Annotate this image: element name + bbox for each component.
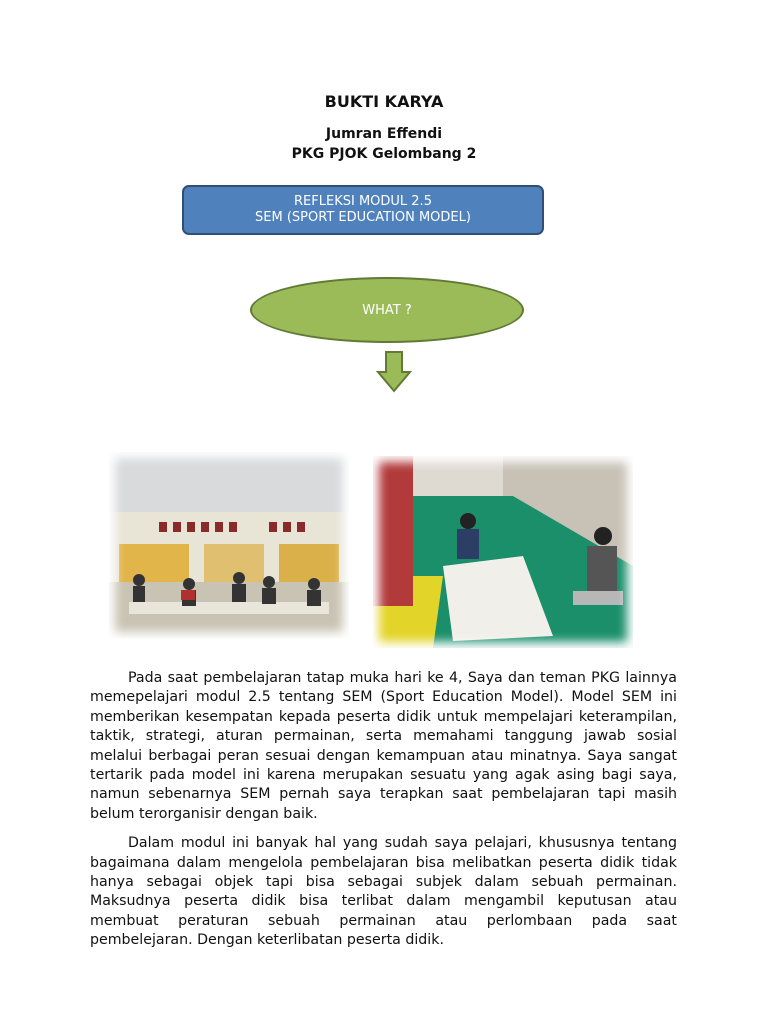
module-title-box: [182, 185, 544, 235]
document-title: BUKTI KARYA: [324, 92, 444, 111]
down-arrow-icon: [375, 350, 413, 394]
paragraph-2: Dalam modul ini banyak hal yang sudah saya pelajari, khususnya tentang bagaimana dalam mengelola pembelajaran bisa melibatkan peserta didik tidak hanya sebagai objek tapi bisa sebagai subjek dalam sebuah permainan. Maksudnya peserta didik bisa terlibat dalam mengambil keputusan atau membuat peraturan sebuah permainan atau perlombaan pada saat pembelejaran. Dengan keterlibatan peserta didik.: [90, 835, 677, 949]
author-program: PKG PJOK Gelombang 2: [291, 146, 477, 162]
what-ellipse: [250, 277, 524, 343]
paragraph-1: Pada saat pembelajaran tatap muka hari ke 4, Saya dan teman PKG lainnya memepelajari modul 2.5 tentang SEM (Sport Education Model). Model SEM ini memberikan kesempatan kepada peserta didik untuk mempelajari keterampilan, taktik, strategi, aturan permainan, serta memahami tanggung jawab sosial melalui berbagai peran sesuai dengan kemampuan atau minatnya. Saya sangat tertarik pada model ini karena merupakan sesuatu yang agak asing bagi saya, namun sebenarnya SEM pernah saya terapkan saat pembelajaran tapi masih belum terorganisir dengan baik.: [90, 670, 677, 822]
module-title-line2: SEM (SPORT EDUCATION MODEL): [255, 210, 471, 225]
author-name: Jumran Effendi: [325, 126, 443, 142]
module-title-line1: REFLEKSI MODUL 2.5: [294, 194, 432, 209]
floor-activity-photo: [373, 456, 633, 648]
body-text: [90, 669, 677, 961]
classroom-photo: [109, 452, 349, 638]
what-label: WHAT ?: [362, 302, 412, 318]
author-block: [0, 124, 768, 164]
